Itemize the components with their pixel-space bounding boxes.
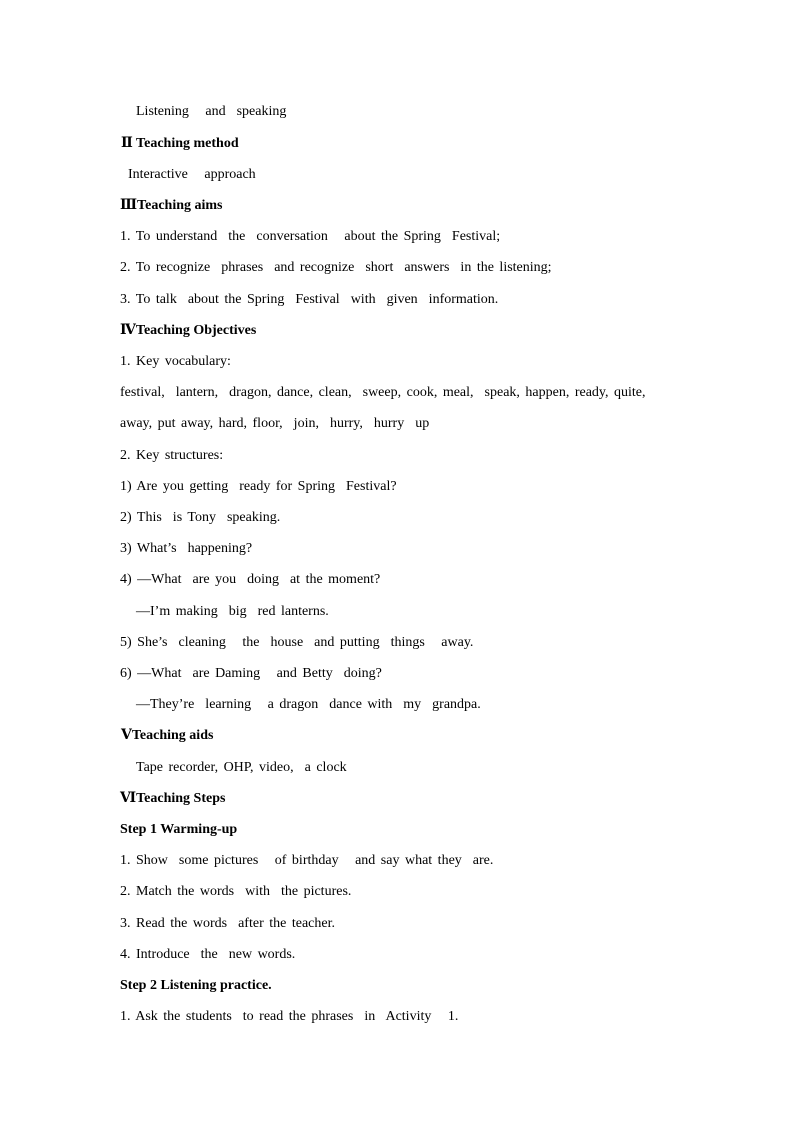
structure-item-2: 2) This is Tony speaking. <box>120 510 281 525</box>
step-1-item-4: 4. Introduce the new words. <box>120 947 296 962</box>
structure-item-1: 1) Are you getting ready for Spring Festival? <box>120 479 397 494</box>
heading-teaching-aids: ⅤTeaching aids <box>121 728 214 743</box>
step-1-item-2: 2. Match the words with the pictures. <box>120 884 352 899</box>
heading-step-1: Step 1 Warming-up <box>120 822 238 837</box>
vocabulary-line-1: festival, lantern, dragon, dance, clean, sweep, cook, meal, speak, happen, ready, quite, <box>120 385 646 400</box>
step-1-item-1: 1. Show some pictures of birthday and say what they are. <box>120 853 494 868</box>
structure-item-4-answer: —I’m making big red lanterns. <box>136 604 329 619</box>
structure-item-6-question: 6) —What are Daming and Betty doing? <box>120 666 382 681</box>
objective-key-structures-label: 2. Key structures: <box>120 448 224 463</box>
structure-item-3: 3) What’s happening? <box>120 541 253 556</box>
heading-teaching-method: Ⅱ Teaching method <box>121 136 239 151</box>
text-line-teaching-aids: Tape recorder, OHP, video, a clock <box>136 760 347 775</box>
aim-item-2: 2. To recognize phrases and recognize short answers in the listening; <box>120 260 552 275</box>
aim-item-3: 3. To talk about the Spring Festival with given information. <box>120 292 499 307</box>
text-line-listening-speaking: Listening and speaking <box>136 104 287 119</box>
structure-item-4-question: 4) —What are you doing at the moment? <box>120 572 381 587</box>
vocabulary-line-2: away, put away, hard, floor, join, hurry, hurry up <box>120 416 430 431</box>
objective-key-vocabulary-label: 1. Key vocabulary: <box>120 354 231 369</box>
heading-teaching-steps: ⅥTeaching Steps <box>120 791 226 806</box>
step-2-item-1: 1. Ask the students to read the phrases in Activity 1. <box>120 1009 459 1024</box>
aim-item-1: 1. To understand the conversation about the Spring Festival; <box>120 229 501 244</box>
structure-item-5: 5) She’s cleaning the house and putting things away. <box>120 635 474 650</box>
heading-teaching-aims: ⅢTeaching aims <box>120 198 223 213</box>
heading-step-2: Step 2 Listening practice. <box>120 978 272 993</box>
structure-item-6-answer: —They’re learning a dragon dance with my grandpa. <box>136 697 481 712</box>
heading-teaching-objectives: ⅣTeaching Objectives <box>120 323 257 338</box>
step-1-item-3: 3. Read the words after the teacher. <box>120 916 335 931</box>
text-line-interactive-approach: Interactive approach <box>128 167 256 182</box>
